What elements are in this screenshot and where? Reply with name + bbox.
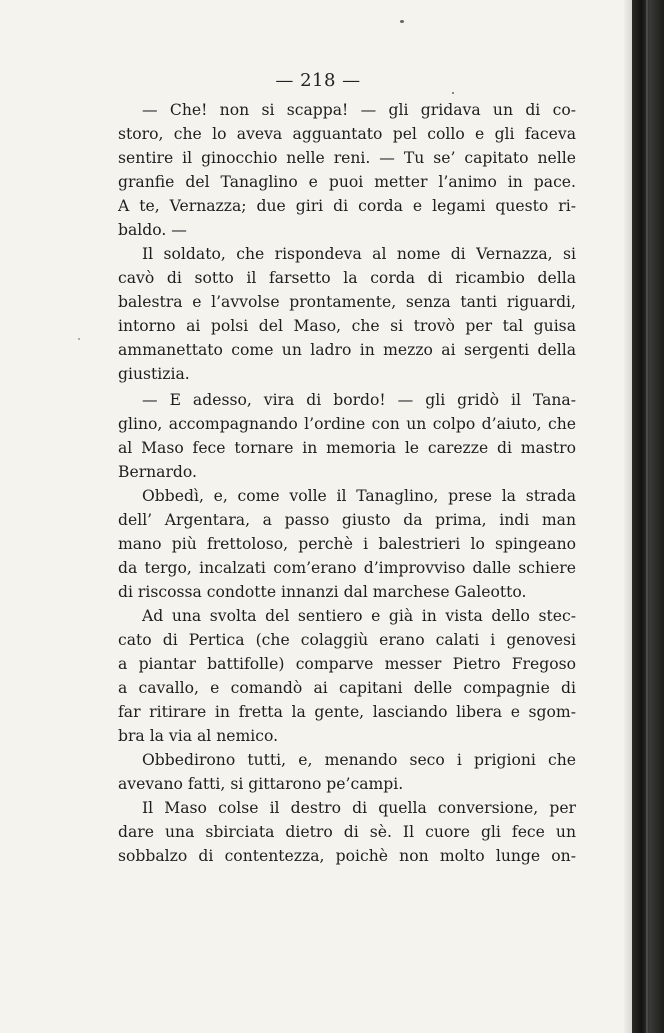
text-line: avevano fatti, si gittarono pe’campi. <box>118 775 404 793</box>
text-line: Bernardo. <box>118 463 197 481</box>
text-line: Obbedirono tutti, e, menando seco i prigioni che <box>142 751 576 769</box>
text-line: cato di Pertica (che colaggiù erano calati i genovesi <box>118 631 576 649</box>
paper-speck <box>452 92 454 94</box>
text-line: sentire il ginocchio nelle reni. — Tu se’ capitato nelle <box>118 149 576 167</box>
text-line: far ritirare in fretta la gente, lasciando libera e sgom- <box>118 703 576 721</box>
text-line: a piantar battifolle) comparve messer Pietro Fregoso <box>118 655 576 673</box>
text-line: granfie del Tanaglino e puoi metter l’animo in pace. <box>118 173 576 191</box>
text-line: Il Maso colse il destro di quella conversione, per <box>142 799 576 817</box>
text-line: di riscossa condotte innanzi dal marchese Galeotto. <box>118 583 527 601</box>
text-line: bra la via al nemico. <box>118 727 279 745</box>
text-line: Obbedì, e, come volle il Tanaglino, prese la strada <box>142 487 576 505</box>
spine-highlight <box>646 0 648 1033</box>
page-edge-shadow <box>624 0 632 1033</box>
text-line: — Che! non si scappa! — gli gridava un di co- <box>142 101 576 119</box>
text-line: intorno ai polsi del Maso, che si trovò per tal guisa <box>118 317 576 335</box>
text-line: Il soldato, che rispondeva al nome di Vernazza, si <box>142 245 576 263</box>
text-line: giustizia. <box>118 365 190 383</box>
paper-speck <box>400 20 404 23</box>
text-line: glino, accompagnando l’ordine con un colpo d’aiuto, che <box>118 415 576 433</box>
text-line: balestra e l’avvolse prontamente, senza tanti riguardi, <box>118 293 576 311</box>
text-line: storo, che lo aveva agguantato pel collo e gli faceva <box>118 125 576 143</box>
text-line: al Maso fece tornare in memoria le carezze di mastro <box>118 439 576 457</box>
paper-speck <box>78 338 80 340</box>
text-line: Ad una svolta del sentiero e già in vista dello stec- <box>142 607 576 625</box>
text-line: cavò di sotto il farsetto la corda di ricambio della <box>118 269 576 287</box>
page-number: — 218 — <box>275 70 361 91</box>
text-line: da tergo, incalzati com’erano d’improvviso dalle schiere <box>118 559 576 577</box>
text-line: — E adesso, vira di bordo! — gli gridò il Tana- <box>142 391 576 409</box>
text-line: baldo. — <box>118 221 187 239</box>
text-line: A te, Vernazza; due giri di corda e legami questo ri- <box>118 197 576 215</box>
text-line: dell’ Argentara, a passo giusto da prima, indi man <box>118 511 576 529</box>
text-line: dare una sbirciata dietro di sè. Il cuore gli fece un <box>118 823 576 841</box>
book-spine <box>632 0 664 1033</box>
text-line: mano più frettoloso, perchè i balestrieri lo spingeano <box>118 535 576 553</box>
text-line: ammanettato come un ladro in mezzo ai sergenti della <box>118 341 576 359</box>
text-line: sobbalzo di contentezza, poichè non molto lunge on- <box>118 847 576 865</box>
text-line: a cavallo, e comandò ai capitani delle compagnie di <box>118 679 576 697</box>
